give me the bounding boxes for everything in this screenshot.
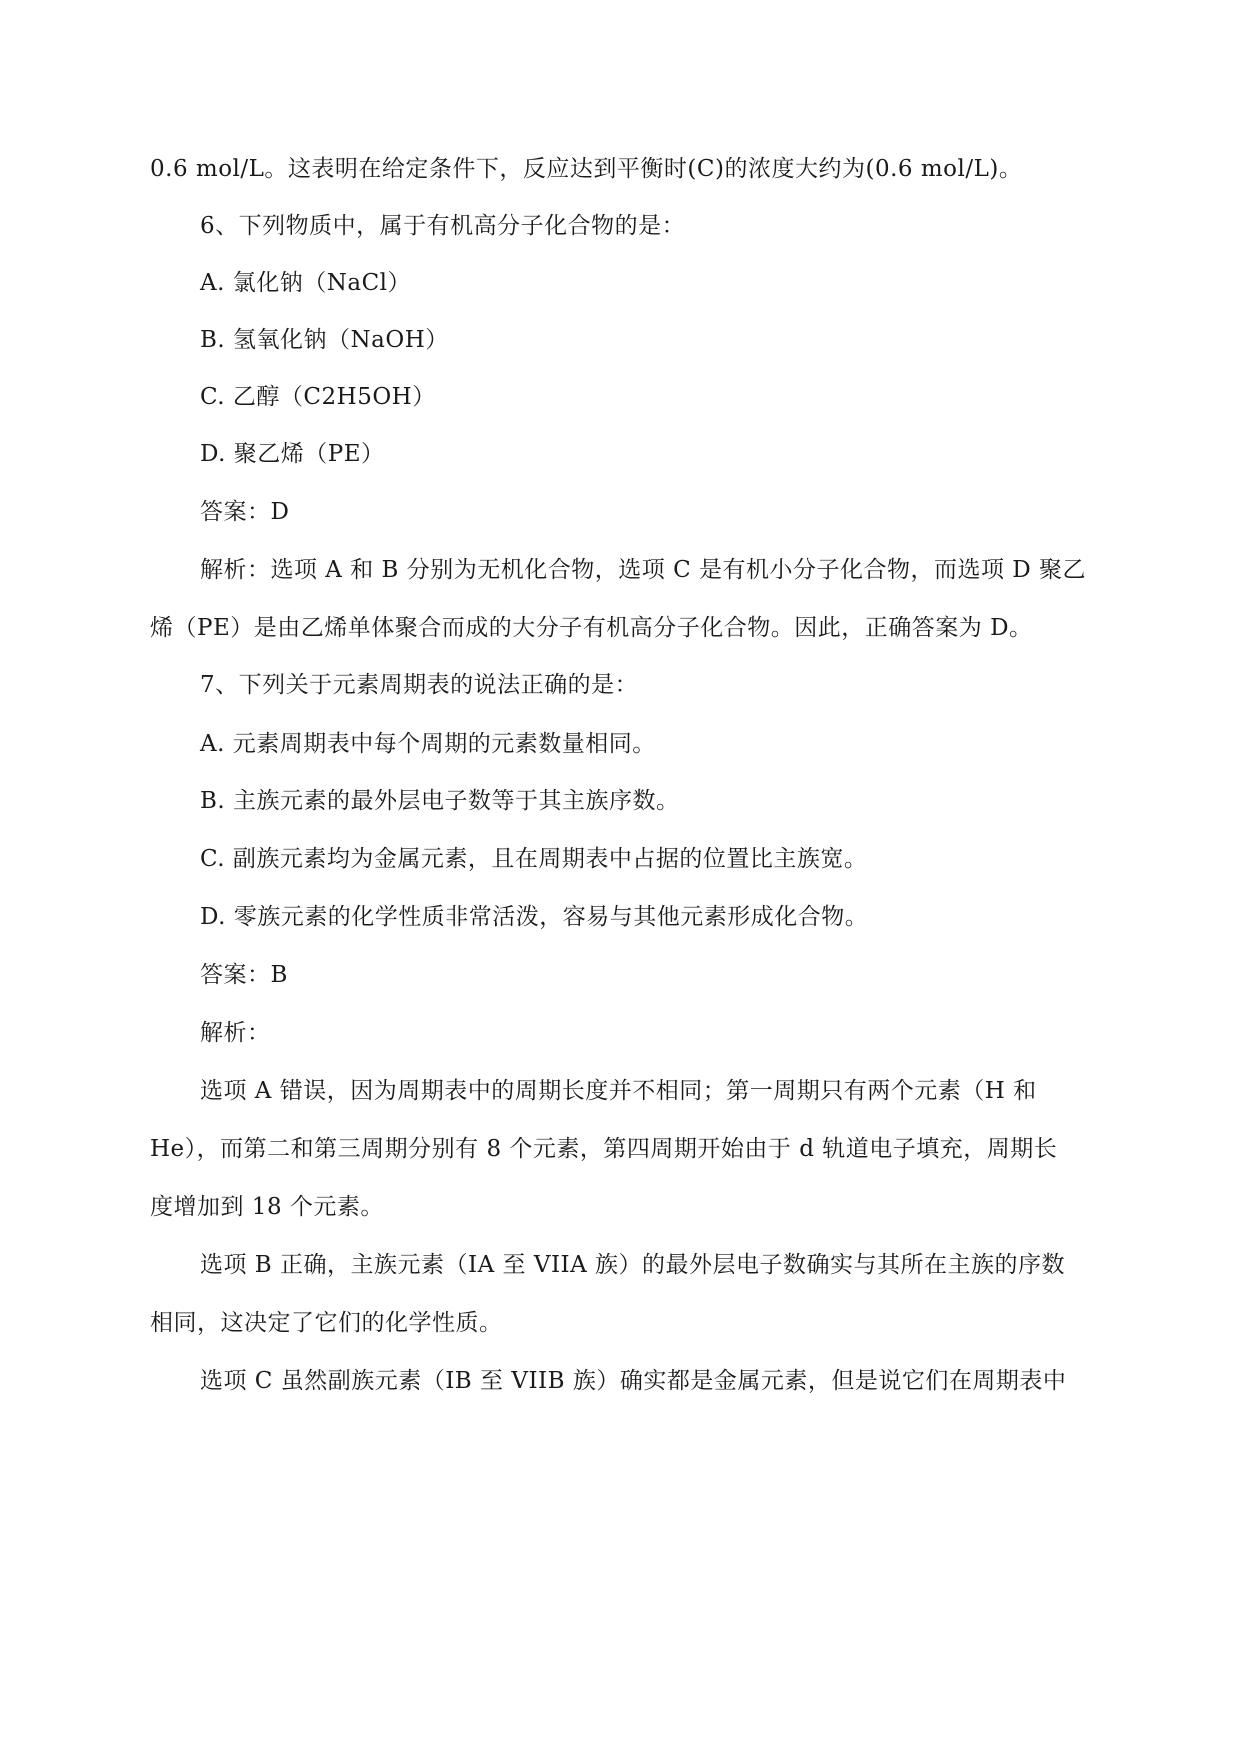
question-6-option-a: A. 氯化钠（NaCl） bbox=[200, 270, 412, 296]
question-7-option-c: C. 副族元素均为金属元素，且在周期表中占据的位置比主族宽。 bbox=[200, 846, 868, 872]
explanation-option-a-line-2: He），而第二和第三周期分别有 8 个元素，第四周期开始由于 d 轨道电子填充，周期长 bbox=[150, 1136, 1058, 1162]
question-6-answer: 答案：D bbox=[200, 499, 290, 525]
question-7-answer: 答案：B bbox=[200, 962, 288, 988]
text-line-equilibrium-conclusion: 0.6 mol/L。这表明在给定条件下，反应达到平衡时(C)的浓度大约为(0.6 mol/L)。 bbox=[150, 156, 1023, 182]
question-6-option-d: D. 聚乙烯（PE） bbox=[200, 441, 385, 467]
question-7-option-a: A. 元素周期表中每个周期的元素数量相同。 bbox=[200, 731, 656, 757]
question-6-option-c: C. 乙醇（C2H5OH） bbox=[200, 384, 436, 410]
explanation-option-b-line-2: 相同，这决定了它们的化学性质。 bbox=[150, 1310, 503, 1336]
explanation-option-a-line-1: 选项 A 错误，因为周期表中的周期长度并不相同；第一周期只有两个元素（H 和 bbox=[200, 1078, 1037, 1104]
explanation-option-a-line-3: 度增加到 18 个元素。 bbox=[150, 1194, 384, 1220]
question-7-option-d: D. 零族元素的化学性质非常活泼，容易与其他元素形成化合物。 bbox=[200, 904, 869, 930]
question-6-explanation-line-2: 烯（PE）是由乙烯单体聚合而成的大分子有机高分子化合物。因此，正确答案为 D。 bbox=[150, 615, 1033, 641]
question-6-stem: 6、下列物质中，属于有机高分子化合物的是： bbox=[200, 213, 686, 239]
question-6-explanation-line-1: 解析：选项 A 和 B 分别为无机化合物，选项 C 是有机小分子化合物，而选项 D 聚乙 bbox=[200, 557, 1087, 583]
question-6-option-b: B. 氢氧化钠（NaOH） bbox=[200, 327, 449, 353]
question-7-explanation-heading: 解析： bbox=[200, 1020, 271, 1046]
explanation-option-b-line-1: 选项 B 正确，主族元素（IA 至 VIIA 族）的最外层电子数确实与其所在主族的序数 bbox=[200, 1252, 1066, 1278]
question-7-stem: 7、下列关于元素周期表的说法正确的是： bbox=[200, 672, 639, 698]
question-7-option-b: B. 主族元素的最外层电子数等于其主族序数。 bbox=[200, 788, 680, 814]
explanation-option-c-line-1: 选项 C 虽然副族元素（IB 至 VIIB 族）确实都是金属元素，但是说它们在周期表中 bbox=[200, 1368, 1067, 1394]
